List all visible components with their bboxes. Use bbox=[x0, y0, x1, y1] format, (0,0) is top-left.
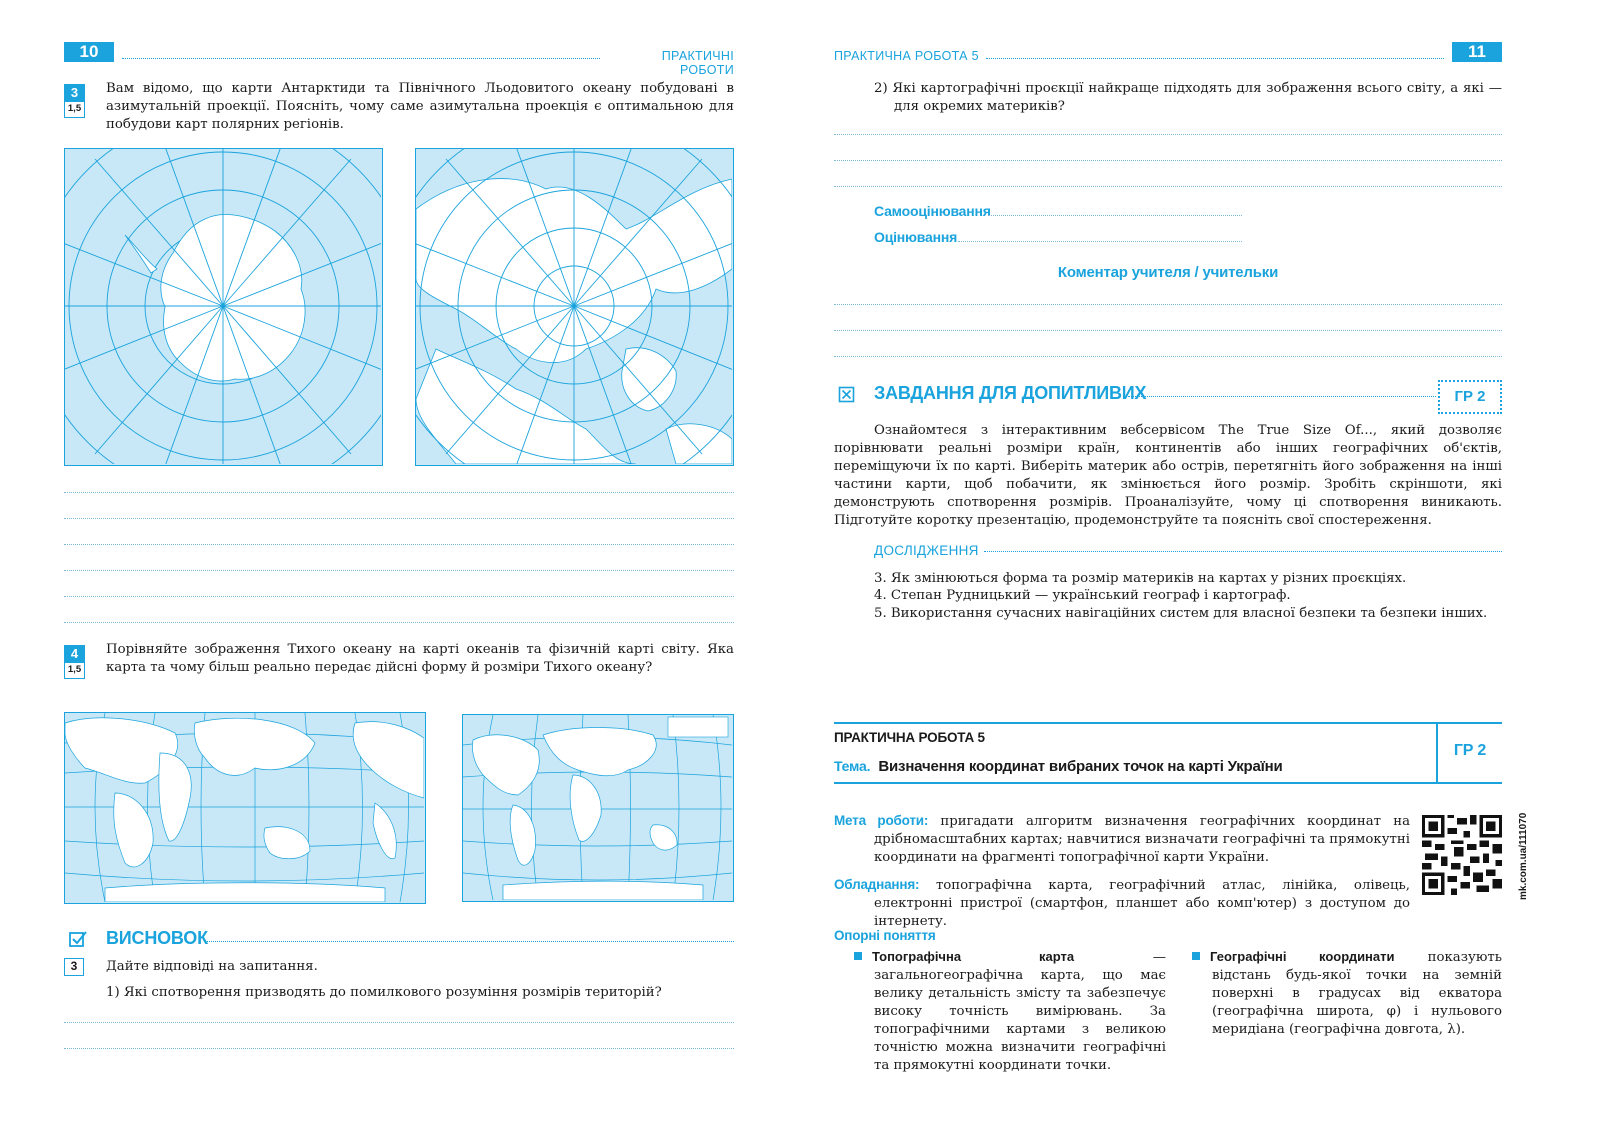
concept2-text: показують відстань будь-якої точки на земній поверхні в градусах від екватора (географічна широта, φ) і нульового меридіана (географічна довгота, λ). bbox=[1212, 950, 1502, 1037]
curious-title: ЗАВДАННЯ ДЛЯ ДОПИТЛИВИХ bbox=[874, 383, 1147, 403]
conclusion-question1: 1) Які спотворення призводять до помилкового розуміння розмірів територій? bbox=[106, 985, 662, 1000]
side-url[interactable]: mk.com.ua/111070 bbox=[1518, 812, 1529, 900]
task4-score: 1,5 bbox=[64, 662, 85, 679]
task4-number: 4 bbox=[64, 645, 85, 662]
research-dots bbox=[984, 551, 1502, 552]
answer-line[interactable] bbox=[834, 160, 1502, 161]
question2-text: 2) Які картографічні проєкції найкраще підходять для зображення всього світу, а які — для окремих материків? bbox=[874, 81, 1502, 114]
goal-text: пригадати алгоритм визначення географічних координат на дрібномасштабних картах; навчитися визначати географічні та прямокутні координати на фрагменті топографічної карти України. bbox=[874, 814, 1411, 865]
running-header-right: ПРАКТИЧНА РОБОТА 5 bbox=[834, 49, 979, 63]
conclusion-dots bbox=[204, 941, 734, 942]
task4-text: Порівняйте зображення Тихого океану на карті океанів та фізичній карті світу. Яка карта та чому більш реально передає дійсні форму й розміри Тихого океану? bbox=[106, 642, 734, 675]
task4-badge bbox=[64, 645, 85, 679]
conclusion-instruction: Дайте відповіді на запитання. bbox=[106, 959, 318, 974]
equipment-text: топографічна карта, географічний атлас, лінійка, олівець, електронні пристрої (смартфон, планшет або комп'ютер) з доступом до інтернету. bbox=[874, 878, 1410, 929]
concept-geographic-coordinates bbox=[1192, 948, 1502, 1039]
answer-line[interactable] bbox=[834, 134, 1502, 135]
answer-line[interactable] bbox=[834, 356, 1502, 357]
north-america-shape bbox=[416, 349, 636, 464]
answer-line[interactable] bbox=[64, 1022, 734, 1023]
page-number-right: 11 bbox=[1452, 42, 1502, 62]
concept1-term: Топографічна карта bbox=[872, 949, 1075, 964]
task3-text: Вам відомо, що карти Антарктиди та Північного Льодовитого океану побудовані в азимутальній проекції. Поясніть, чому саме азимутальна проекція є оптимальною для побудови карт полярних регіонів. bbox=[106, 81, 734, 132]
curious-group-badge: ГР 2 bbox=[1438, 380, 1502, 414]
practical-group-badge: ГР 2 bbox=[1453, 742, 1487, 759]
answer-line[interactable] bbox=[64, 570, 734, 571]
research-title: ДОСЛІДЖЕННЯ bbox=[874, 543, 979, 558]
assessment-field[interactable] bbox=[958, 241, 1242, 242]
qr-code[interactable] bbox=[1422, 815, 1502, 895]
answer-line[interactable] bbox=[64, 1048, 734, 1049]
practical-work-theme-line bbox=[834, 756, 1283, 775]
task3-score: 1,5 bbox=[64, 101, 85, 118]
theme-label: Тема. bbox=[834, 758, 871, 774]
antarctica-shape bbox=[125, 215, 305, 381]
self-assessment-label: Самооцінювання bbox=[874, 203, 991, 219]
concept-topographic-map bbox=[854, 948, 1166, 1075]
bullet-icon bbox=[1192, 952, 1200, 960]
answer-line[interactable] bbox=[64, 544, 734, 545]
equipment-label: Обладнання: bbox=[834, 877, 920, 892]
bullet-icon bbox=[854, 952, 862, 960]
answer-line[interactable] bbox=[64, 492, 734, 493]
task3-number: 3 bbox=[64, 84, 85, 101]
research-item-4: 4. Степан Рудницький — український географ і картограф. bbox=[874, 588, 1291, 603]
greenland-shape bbox=[622, 348, 676, 411]
research-item-3: 3. Як змінюються форма та розмір материків на картах у різних проєкціях. bbox=[874, 571, 1407, 586]
self-assessment-field[interactable] bbox=[988, 215, 1242, 216]
practical-work-label: ПРАКТИЧНА РОБОТА 5 bbox=[834, 730, 985, 745]
checkbox-icon bbox=[68, 929, 88, 949]
page-number-left: 10 bbox=[64, 42, 114, 62]
goal-paragraph bbox=[834, 812, 1410, 867]
antarctica-map bbox=[64, 148, 383, 466]
answer-line[interactable] bbox=[834, 330, 1502, 331]
ocean-map bbox=[64, 712, 426, 904]
conclusion-title: ВИСНОВОК bbox=[106, 928, 208, 948]
teacher-comment-title: Коментар учителя / учительки bbox=[1057, 264, 1279, 281]
header-dots-right bbox=[986, 58, 1444, 59]
concept1-text: — загальногеографічна карта, що має велику детальність змісту та забезпечує високу точність вимірювань. За топографічними картами з великою точністю можна визначити географічні та прямокутні координати точки. bbox=[874, 950, 1166, 1073]
running-header-left: ПРАКТИЧНІ РОБОТИ bbox=[661, 49, 734, 77]
arctic-map bbox=[415, 148, 734, 466]
answer-line[interactable] bbox=[64, 518, 734, 519]
header-dots-left bbox=[122, 58, 600, 59]
answer-line[interactable] bbox=[834, 186, 1502, 187]
goal-label: Мета роботи: bbox=[834, 813, 929, 828]
practical-work-header bbox=[834, 722, 1502, 784]
crossed-box-icon bbox=[838, 386, 856, 404]
answer-line[interactable] bbox=[64, 622, 734, 623]
theme-text: Визначення координат вибраних точок на карті України bbox=[878, 758, 1283, 775]
concepts-title: Опорні поняття bbox=[834, 928, 936, 943]
task3-badge bbox=[64, 84, 85, 118]
answer-line[interactable] bbox=[834, 304, 1502, 305]
answer-line[interactable] bbox=[64, 596, 734, 597]
curious-dots bbox=[1128, 396, 1436, 397]
conclusion-number: 3 bbox=[64, 958, 84, 976]
physical-world-map bbox=[462, 714, 734, 902]
curious-text: Ознайомтеся з інтерактивним вебсервісом The True Size Of..., який дозволяє порівнювати реальні розміри країн, континентів або інших географічних об'єктів, переміщуючи їх по карті. Виберіть материк або острів, перетягніть його зображення на інші частини карти, щоб побачити, як змінюється його розмір. Зробіть скріншоти, які демонструють спотворення розмірів. Проаналізуйте, чому ці спотворення виникають. Підготуйте коротку презентацію, продемонструйте та поясніть свої спостереження. bbox=[834, 423, 1502, 528]
concept2-term: Географічні координати bbox=[1210, 949, 1395, 964]
research-item-5: 5. Використання сучасних навігаційних систем для власної безпеки та безпеки інших. bbox=[874, 606, 1488, 621]
assessment-label: Оцінювання bbox=[874, 229, 958, 245]
equipment-paragraph bbox=[834, 876, 1410, 931]
